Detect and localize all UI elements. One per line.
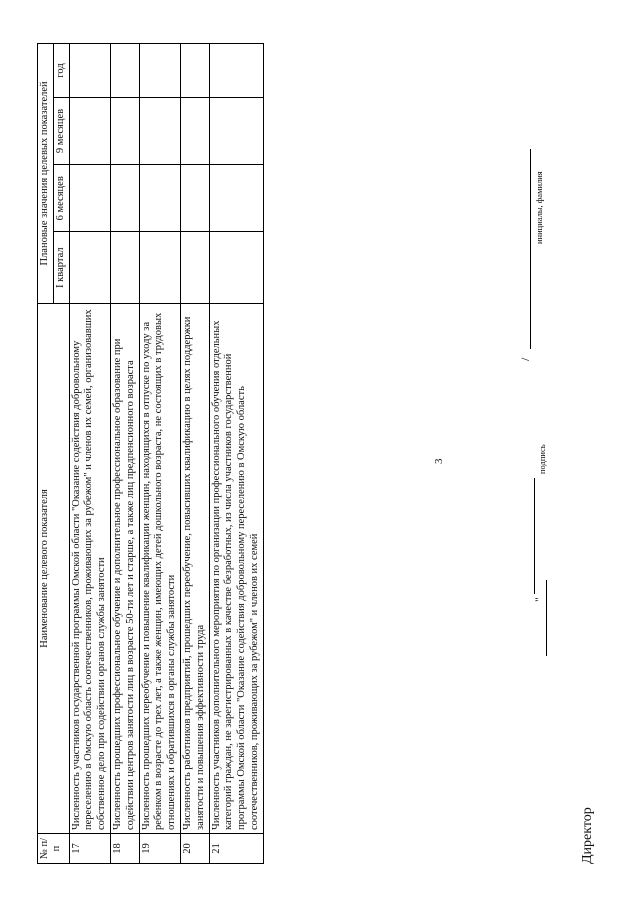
indicator-name: Численность работников предприятий, прошедших переобучение, повысивших квалификацию в целях поддержки занятости и повышения эффективности труда	[180, 303, 209, 833]
value-cell[interactable]	[180, 44, 209, 98]
value-cell[interactable]	[139, 165, 180, 232]
value-cell[interactable]	[69, 44, 110, 98]
column-header-9-months: 9 месяцев	[53, 97, 69, 164]
value-cell[interactable]	[209, 97, 263, 164]
date-quote-mark: "	[532, 597, 546, 602]
value-cell[interactable]	[69, 165, 110, 232]
indicator-name: Численность участников дополнительного мероприятия по организации профессионального обучения отдельных категорий граждан, не зарегистрированных в качестве безработных, из числа участников государственной программы Омской области "Оказание содействия добровольному переселению в Омскую область соотечественников, проживающих за рубежом" и членов их семей	[209, 303, 263, 833]
value-cell[interactable]	[139, 232, 180, 303]
value-cell[interactable]	[110, 165, 139, 232]
value-cell[interactable]	[139, 97, 180, 164]
row-number: 20	[180, 833, 209, 863]
separator-slash: /	[518, 357, 532, 361]
row-number: 18	[110, 833, 139, 863]
value-cell[interactable]	[69, 97, 110, 164]
table-row	[69, 44, 110, 864]
value-cell[interactable]	[209, 232, 263, 303]
signature-block	[520, 104, 620, 864]
column-header-plan: Плановые значения целевых показателей	[38, 44, 54, 304]
column-header-number: № п/п	[38, 833, 70, 863]
value-cell[interactable]	[110, 97, 139, 164]
target-indicators-table	[37, 43, 264, 864]
row-number: 21	[209, 833, 263, 863]
position-label: Директор	[580, 807, 595, 864]
column-header-6-months: 6 месяцев	[53, 165, 69, 232]
signature-line[interactable]	[534, 478, 535, 594]
date-line	[546, 580, 547, 656]
column-header-year: год	[53, 44, 69, 98]
table-row	[209, 44, 263, 864]
value-cell[interactable]	[139, 44, 180, 98]
value-cell[interactable]	[209, 44, 263, 98]
value-cell[interactable]	[209, 165, 263, 232]
value-cell[interactable]	[180, 232, 209, 303]
table-header-row	[38, 44, 54, 864]
name-caption: инициалы, фамилия	[534, 171, 544, 244]
table-row	[110, 44, 139, 864]
value-cell[interactable]	[110, 44, 139, 98]
row-number: 17	[69, 833, 110, 863]
column-header-name: Наименование целевого показателя	[38, 303, 70, 833]
indicator-name: Численность участников государственной программы Омской области "Оказание содействия добровольному переселению в Омскую область соотечественников, проживающих за рубежом" и членов их семей, организовавших собственное дело при содействии органов службы занятости	[69, 303, 110, 833]
page-number: 3	[433, 458, 445, 464]
column-header-q1: I квартал	[53, 232, 69, 303]
indicator-name: Численность прошедших профессиональное обучение и дополнительное профессиональное образование при содействии центров занятости лиц в возрасте 50-ти лет и старше, а также лиц предпенсионного возраста	[110, 303, 139, 833]
table-row	[139, 44, 180, 864]
row-number: 19	[139, 833, 180, 863]
value-cell[interactable]	[180, 165, 209, 232]
signature-caption: подпись	[537, 444, 547, 474]
indicator-name: Численность прошедших переобучение и повышение квалификации женщин, находящихся в отпуске по уходу за ребенком в возрасте до трех лет, а также женщин, имеющих детей дошкольного возраста, не состоящих в трудовых отношениях и обратившихся в органы службы занятости	[139, 303, 180, 833]
value-cell[interactable]	[69, 232, 110, 303]
value-cell[interactable]	[110, 232, 139, 303]
table-row	[180, 44, 209, 864]
name-line[interactable]	[530, 149, 531, 349]
value-cell[interactable]	[180, 97, 209, 164]
